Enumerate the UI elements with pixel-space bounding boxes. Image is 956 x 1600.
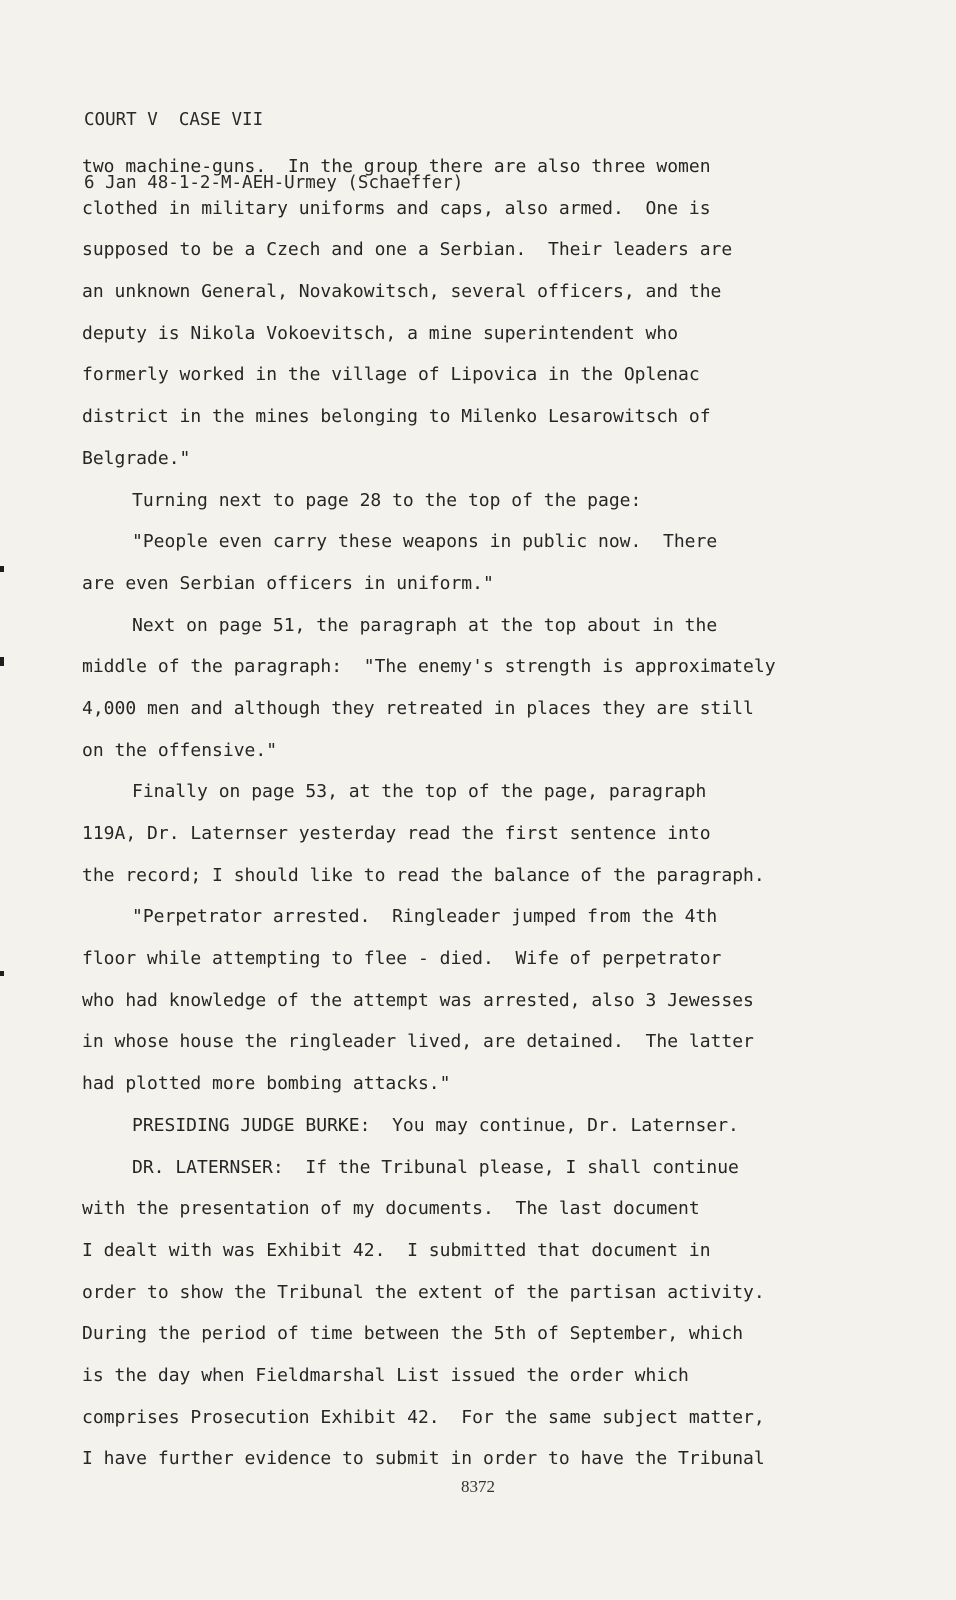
edge-mark-2	[0, 657, 4, 666]
transcript-line: clothed in military uniforms and caps, also armed. One is	[82, 197, 711, 219]
transcript-line: district in the mines belonging to Milenko Lesarowitsch of	[82, 406, 711, 428]
transcript-line: an unknown General, Novakowitsch, several officers, and the	[82, 281, 722, 303]
transcript-line: 119A, Dr. Laternser yesterday read the first sentence into	[82, 823, 711, 844]
transcript-line: 4,000 men and although they retreated in places they are still	[82, 697, 754, 719]
transcript-line: comprises Prosecution Exhibit 42. For the same subject matter,	[82, 1406, 765, 1428]
transcript-line: on the offensive."	[82, 739, 278, 761]
header-date-reporter: 6 Jan 48-1-2-M-AEH-Urmey (Schaeffer)	[84, 173, 464, 193]
transcript-line: PRESIDING JUDGE BURKE: You may continue, Dr. Laternser.	[132, 1114, 739, 1136]
transcript-line: had plotted more bombing attacks."	[82, 1073, 451, 1095]
transcript-line: Next on page 51, the paragraph at the top about in the	[132, 614, 718, 636]
transcript-line: two machine-guns. In the group there are also three women	[82, 156, 711, 177]
transcript-line: Belgrade."	[82, 447, 191, 469]
transcript-line: supposed to be a Czech and one a Serbian. Their leaders are	[82, 239, 733, 261]
edge-mark-3	[0, 971, 4, 976]
page-number: 8372	[461, 1477, 495, 1496]
edge-mark-1	[0, 566, 4, 572]
transcript-body	[82, 146, 882, 1480]
transcript-line: with the presentation of my documents. The last document	[82, 1198, 700, 1220]
header-court-case: COURT V CASE VII	[84, 110, 264, 130]
transcript-line: the record; I should like to read the balance of the paragraph.	[82, 864, 765, 886]
transcript-line: During the period of time between the 5th of September, which	[82, 1323, 744, 1345]
transcript-line: formerly worked in the village of Lipovica in the Oplenac	[82, 364, 700, 386]
transcript-line: I dealt with was Exhibit 42. I submitted that document in	[82, 1239, 711, 1261]
transcript-line: Finally on page 53, at the top of the page, paragraph	[132, 781, 707, 803]
transcript-line: in whose house the ringleader lived, are detained. The latter	[82, 1031, 754, 1053]
transcript-line: "Perpetrator arrested. Ringleader jumped from the 4th	[132, 906, 718, 928]
transcript-line: I have further evidence to submit in order to have the Tribunal	[82, 1448, 765, 1470]
transcript-line: deputy is Nikola Vokoevitsch, a mine superintendent who	[82, 322, 679, 344]
transcript-line: middle of the paragraph: "The enemy's strength is approximately	[82, 656, 776, 678]
transcript-line: are even Serbian officers in uniform."	[82, 572, 494, 594]
transcript-line: Turning next to page 28 to the top of the page:	[132, 489, 642, 511]
transcript-line: "People even carry these weapons in public now. There	[132, 531, 718, 553]
transcript-line: floor while attempting to flee - died. Wife of perpetrator	[82, 948, 722, 970]
transcript-line: order to show the Tribunal the extent of the partisan activity.	[82, 1281, 765, 1303]
transcript-line: DR. LATERNSER: If the Tribunal please, I shall continue	[132, 1156, 739, 1178]
transcript-line: who had knowledge of the attempt was arrested, also 3 Jewesses	[82, 989, 754, 1011]
transcript-line: is the day when Fieldmarshal List issued the order which	[82, 1364, 689, 1386]
